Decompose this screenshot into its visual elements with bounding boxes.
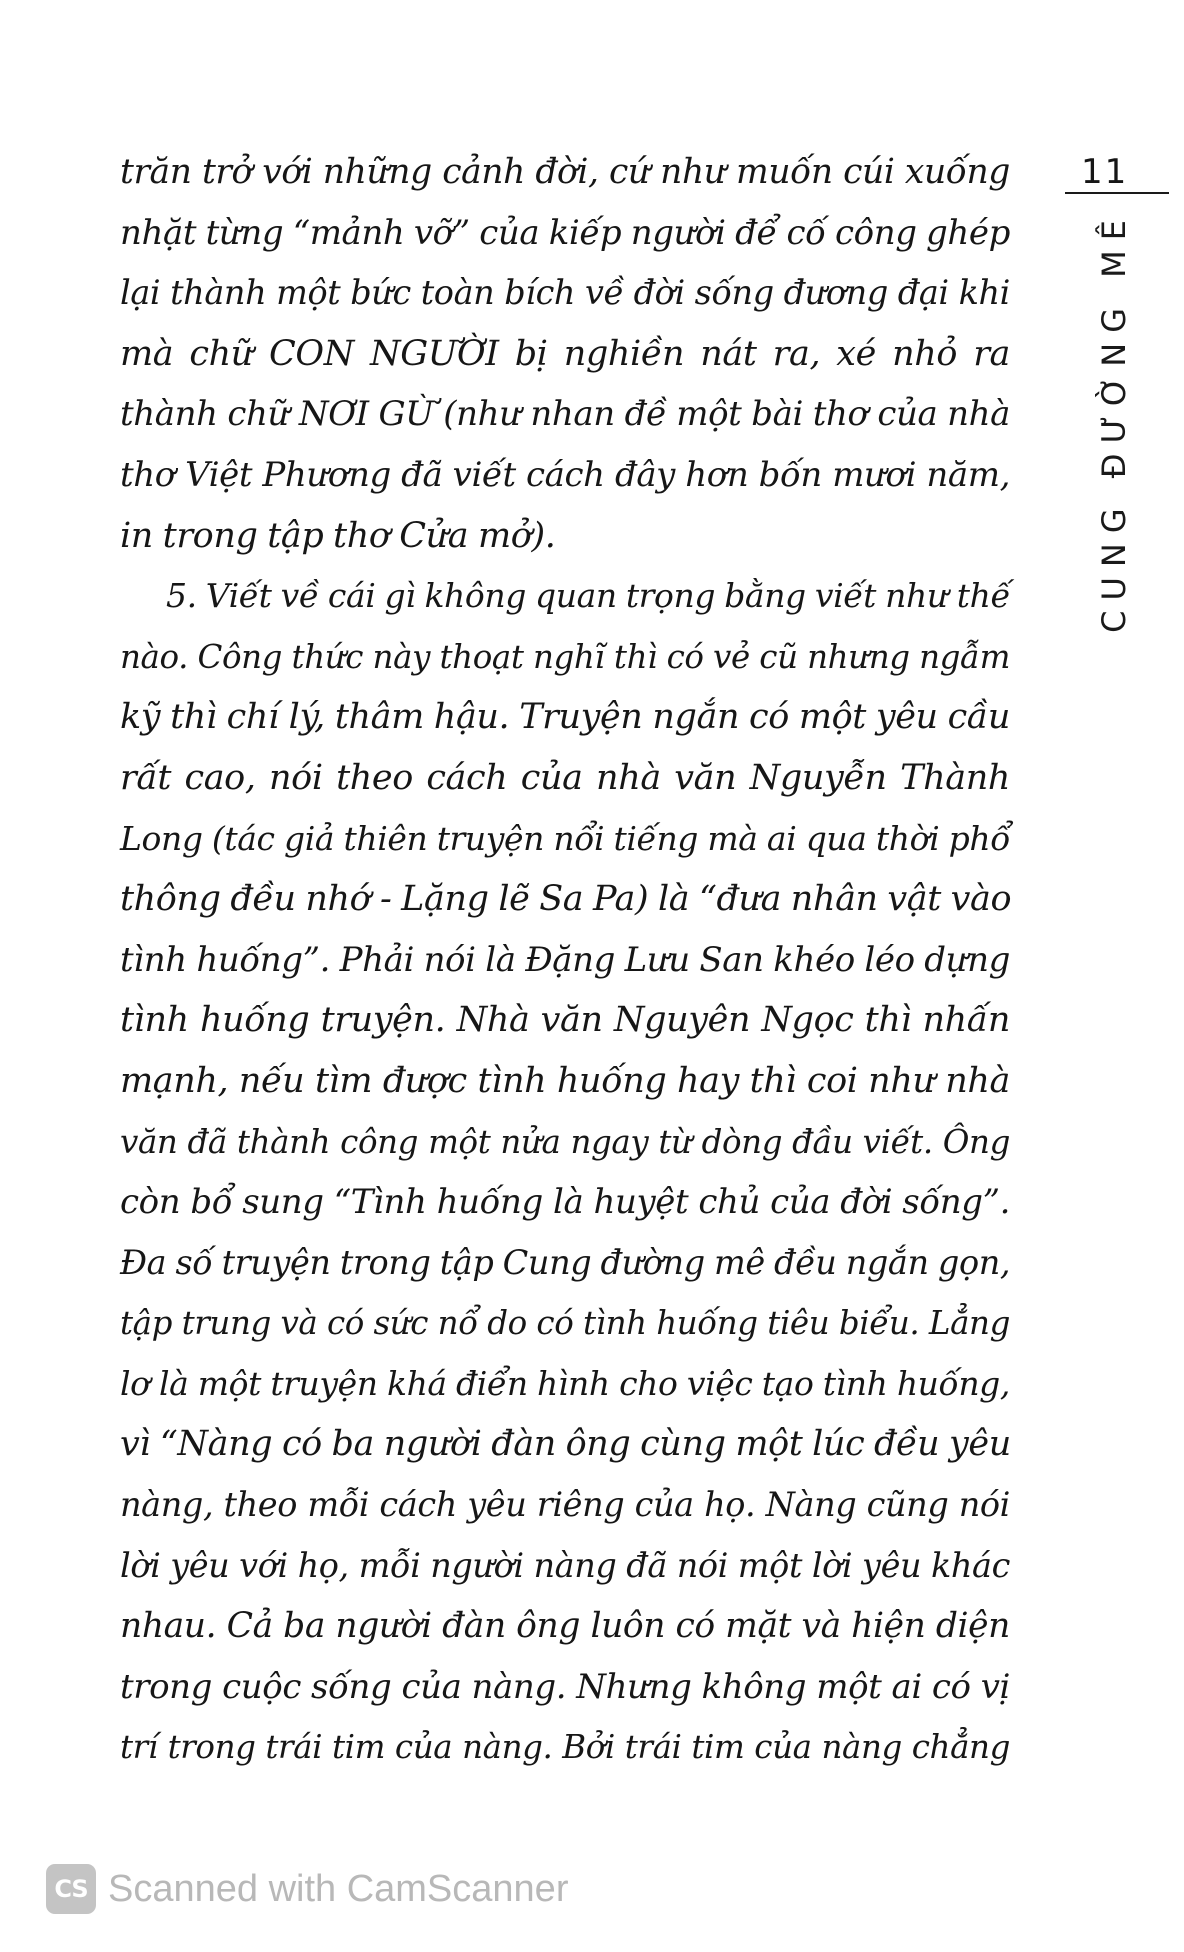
running-title: CUNG ĐƯỜNG MÊ [1095,210,1133,633]
text-line: trong cuộc sống của nàng. Nhưng không một ai có vị [120,1666,1010,1707]
text-line: văn đã thành công một nửa ngay từ dòng đầu viết. Ông [120,1122,1010,1161]
text-line: Long (tác giả thiên truyện nổi tiếng mà ai qua thời phổ [120,818,1010,858]
text-line: còn bổ sung “Tình huống là huyệt chủ của đời sống”. [120,1182,1010,1223]
text-line: 5. Viết về cái gì không quan trọng bằng viết như thế [166,576,1011,616]
camscanner-logo-icon: CS [46,1864,96,1914]
text-line: lơ là một truyện khá điển hình cho việc tạo tình huống, [120,1363,1010,1403]
text-line: nhau. Cả ba người đàn ông luôn có mặt và hiện diện [120,1606,1010,1647]
text-line: tình huống truyện. Nhà văn Nguyên Ngọc thì nhấn [120,1000,1010,1041]
text-line: tình huống”. Phải nói là Đặng Lưu San khéo léo dựng [120,939,1010,980]
text-line: mạnh, nếu tìm được tình huống hay thì coi như nhà [120,1060,1010,1101]
text-line: lại thành một bức toàn bích về đời sống đương đại khi [120,273,1010,313]
text-line: vì “Nàng có ba người đàn ông cùng một lúc đều yêu [120,1424,1011,1465]
text-line: nàng, theo mỗi cách yêu riêng của họ. Nàng cũng nói [120,1485,1010,1525]
text-line: mà chữ CON NGƯỜI bị nghiền nát ra, xé nhỏ ra [120,333,1010,374]
text-line: trăn trở với những cảnh đời, cứ như muốn cúi xuống [120,152,1010,192]
text-line: thơ Việt Phương đã viết cách đây hơn bốn mươi năm, [120,454,1010,495]
camscanner-watermark [46,1862,568,1916]
running-title-container [1095,210,1155,810]
page-header [1055,140,1180,700]
text-line: lời yêu với họ, mỗi người nàng đã nói một lời yêu khác [120,1545,1010,1585]
text-line: thông đều nhớ - Lặng lẽ Sa Pa) là “đưa nhân vật vào [120,879,1012,920]
text-line: tập trung và có sức nổ do có tình huống tiêu biểu. Lẳng [120,1304,1010,1343]
text-line: trí trong trái tim của nàng. Bởi trái tim của nàng chẳng [120,1728,1010,1767]
text-line: rất cao, nói theo cách của nhà văn Nguyễn Thành [120,757,1010,798]
body-text [120,142,1010,1778]
header-divider [1065,192,1169,194]
text-line: Đa số truyện trong tập Cung đường mê đều ngắn gọn, [120,1242,1011,1282]
text-line: in trong tập thơ Cửa mở). [120,515,556,556]
text-line: nhặt từng “mảnh vỡ” của kiếp người để cố công ghép [120,212,1010,253]
watermark-text: Scanned with CamScanner [108,1867,569,1910]
text-line: thành chữ NƠI GỪ (như nhan đề một bài thơ của nhà [120,394,1010,435]
page-number: 11 [1081,152,1129,192]
text-line: kỹ thì chí lý, thâm hậu. Truyện ngắn có một yêu cầu [120,697,1010,738]
text-line: nào. Công thức này thoạt nghĩ thì có vẻ cũ nhưng ngẫm [120,637,1010,676]
